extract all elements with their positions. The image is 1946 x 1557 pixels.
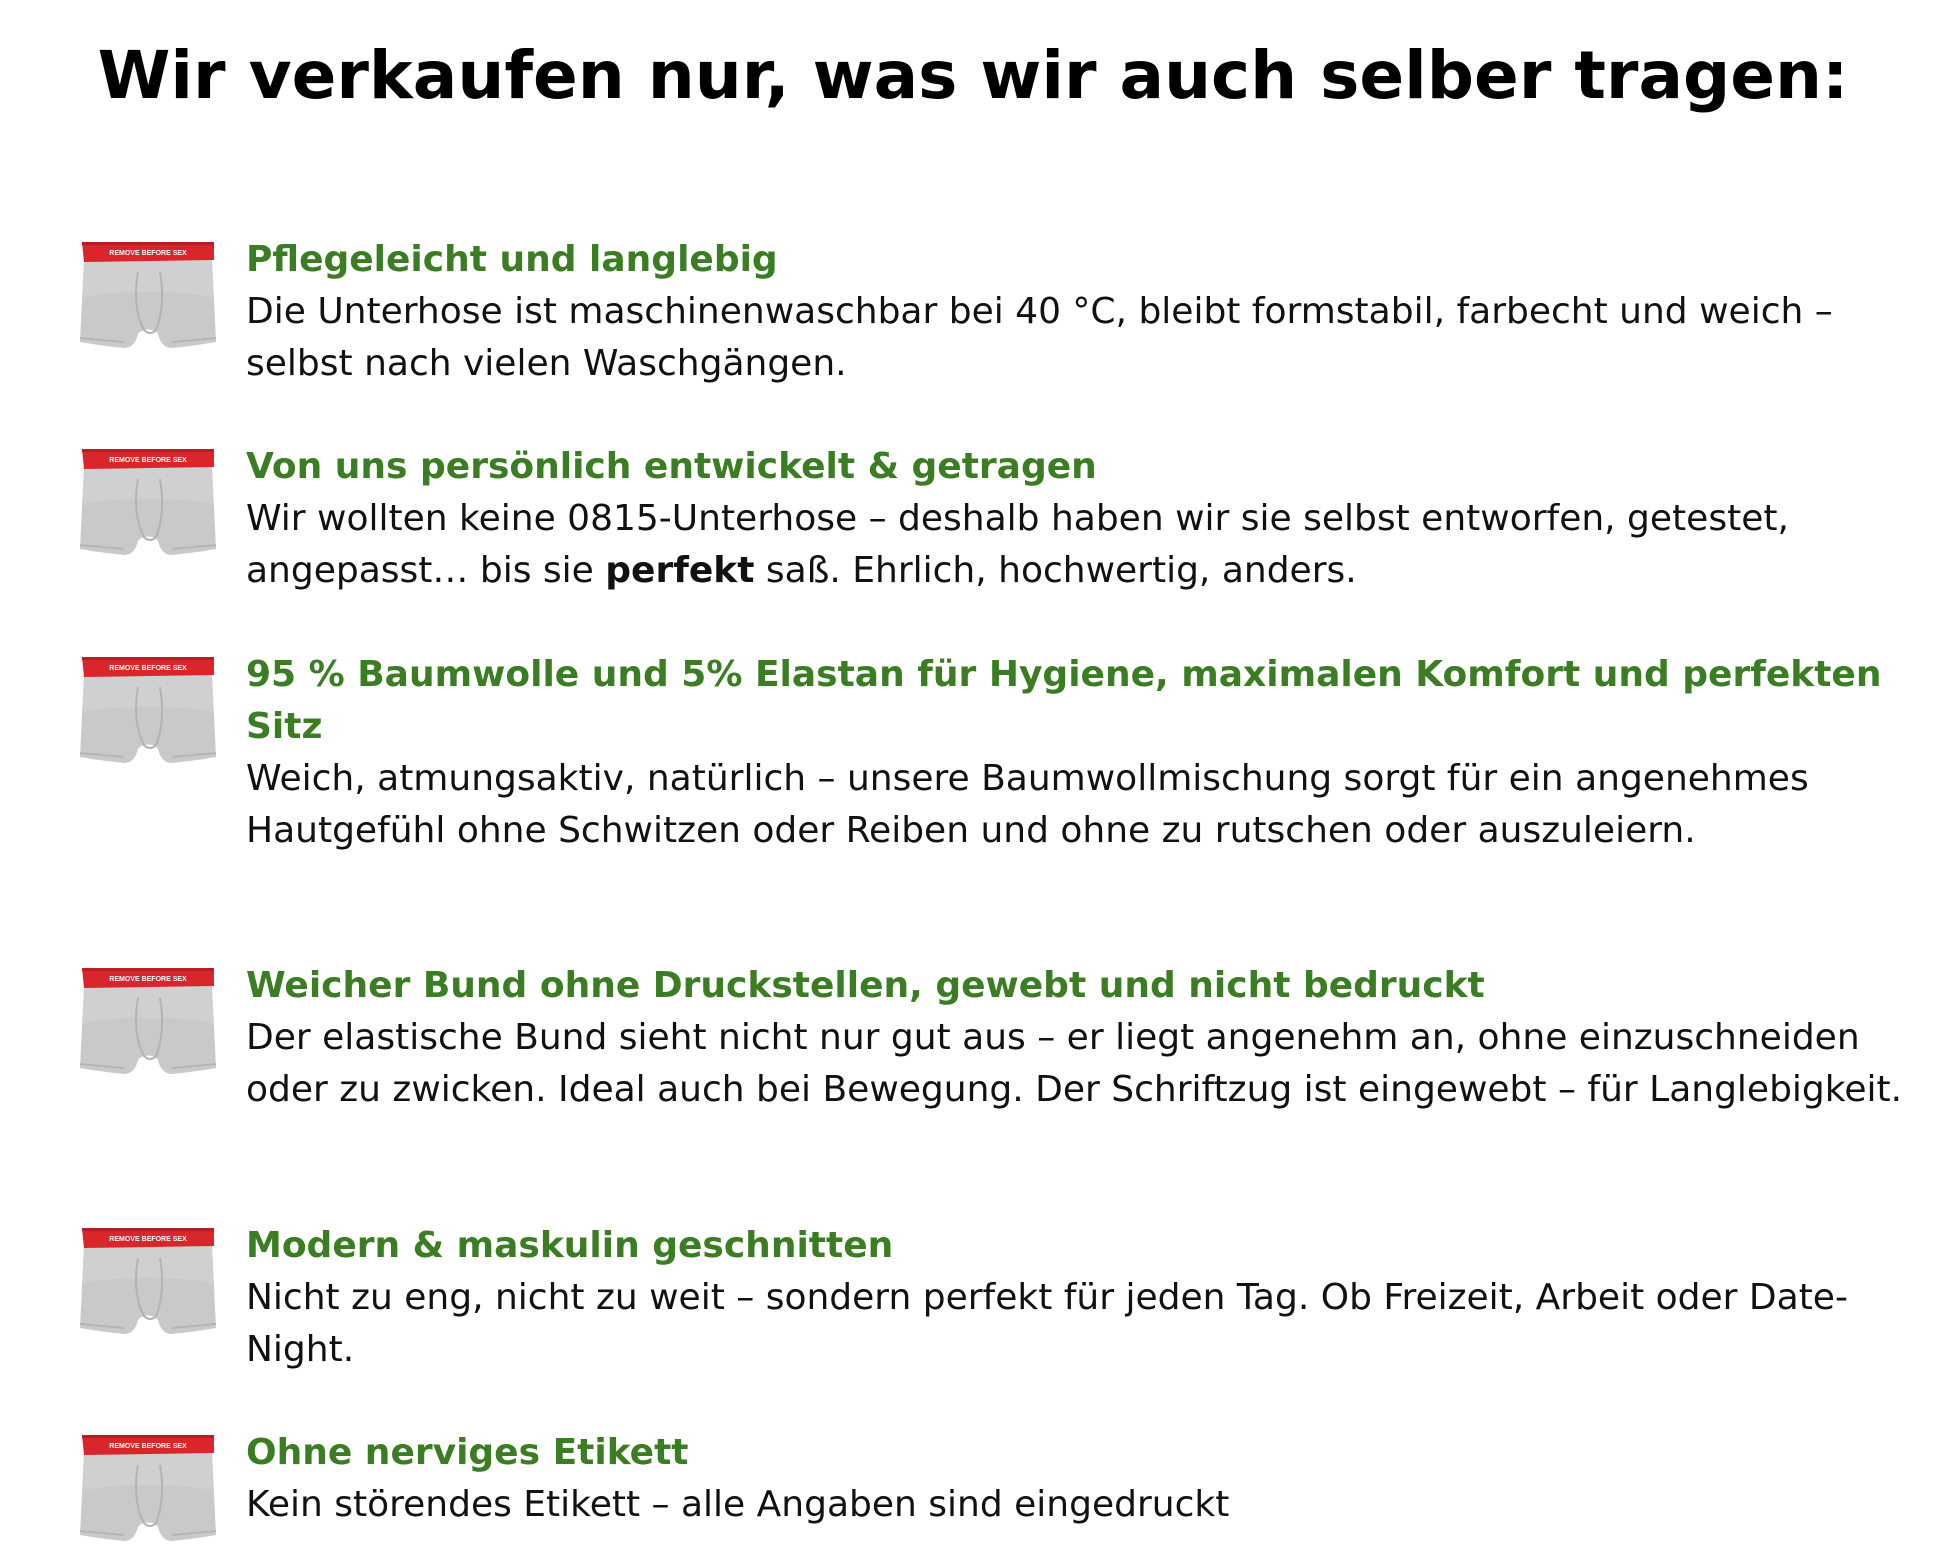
feature-description: Weich, atmungsaktiv, natürlich – unsere Baumwollmischung sorgt für ein angenehmes Hautgefühl ohne Schwitzen oder Reiben und ohne zu rutschen oder auszuleiern. [246, 758, 1809, 851]
feature-heading: Pflegeleicht und langlebig [246, 239, 778, 280]
feature-description-part: Wir wollten keine 0815-Unterhose – deshalb haben wir sie selbst entworfen, getestet, angepasst… bis sie [246, 498, 1789, 591]
feature-text [246, 960, 1906, 1116]
waistband-text: REMOVE BEFORE SEX [109, 250, 187, 257]
boxer-briefs-image [78, 445, 218, 561]
feature-heading: Von uns persönlich entwickelt & getragen [246, 446, 1097, 487]
feature-description: Nicht zu eng, nicht zu weit – sondern perfekt für jeden Tag. Ob Freizeit, Arbeit oder Date-Night. [246, 1277, 1848, 1370]
feature-description-emphasis: perfekt [605, 550, 755, 591]
boxer-briefs-image [78, 1431, 218, 1547]
feature-text [246, 441, 1906, 597]
feature-description-part: saß. Ehrlich, hochwertig, anders. [754, 550, 1357, 591]
boxer-briefs-image [78, 238, 218, 354]
boxer-briefs-image [78, 964, 218, 1080]
feature-description [246, 493, 1906, 597]
feature-description: Die Unterhose ist maschinenwaschbar bei 40 °C, bleibt formstabil, farbecht und weich – selbst nach vielen Waschgängen. [246, 291, 1833, 384]
feature-text [246, 234, 1906, 390]
waistband-text: REMOVE BEFORE SEX [109, 457, 187, 464]
waistband-text: REMOVE BEFORE SEX [109, 665, 187, 672]
waistband-text: REMOVE BEFORE SEX [109, 1443, 187, 1450]
boxer-briefs-image [78, 1224, 218, 1340]
feature-text [246, 1427, 1906, 1531]
feature-description: Der elastische Bund sieht nicht nur gut aus – er liegt angenehm an, ohne einzuschneiden oder zu zwicken. Ideal auch bei Bewegung. Der Schriftzug ist eingewebt – für Langlebigkeit. [246, 1017, 1903, 1110]
page-title: Wir verkaufen nur, was wir auch selber tragen: [97, 37, 1849, 114]
waistband-text: REMOVE BEFORE SEX [109, 976, 187, 983]
feature-text [246, 649, 1906, 857]
feature-heading: Ohne nerviges Etikett [246, 1432, 689, 1473]
feature-heading: 95 % Baumwolle und 5% Elastan für Hygiene, maximalen Komfort und perfekten Sitz [246, 654, 1882, 747]
boxer-briefs-image [78, 653, 218, 769]
feature-text [246, 1220, 1906, 1376]
waistband-text: REMOVE BEFORE SEX [109, 1236, 187, 1243]
feature-heading: Modern & maskulin geschnitten [246, 1225, 894, 1266]
feature-description: Kein störendes Etikett – alle Angaben sind eingedruckt [246, 1484, 1230, 1525]
feature-heading: Weicher Bund ohne Druckstellen, gewebt und nicht bedruckt [246, 965, 1485, 1006]
